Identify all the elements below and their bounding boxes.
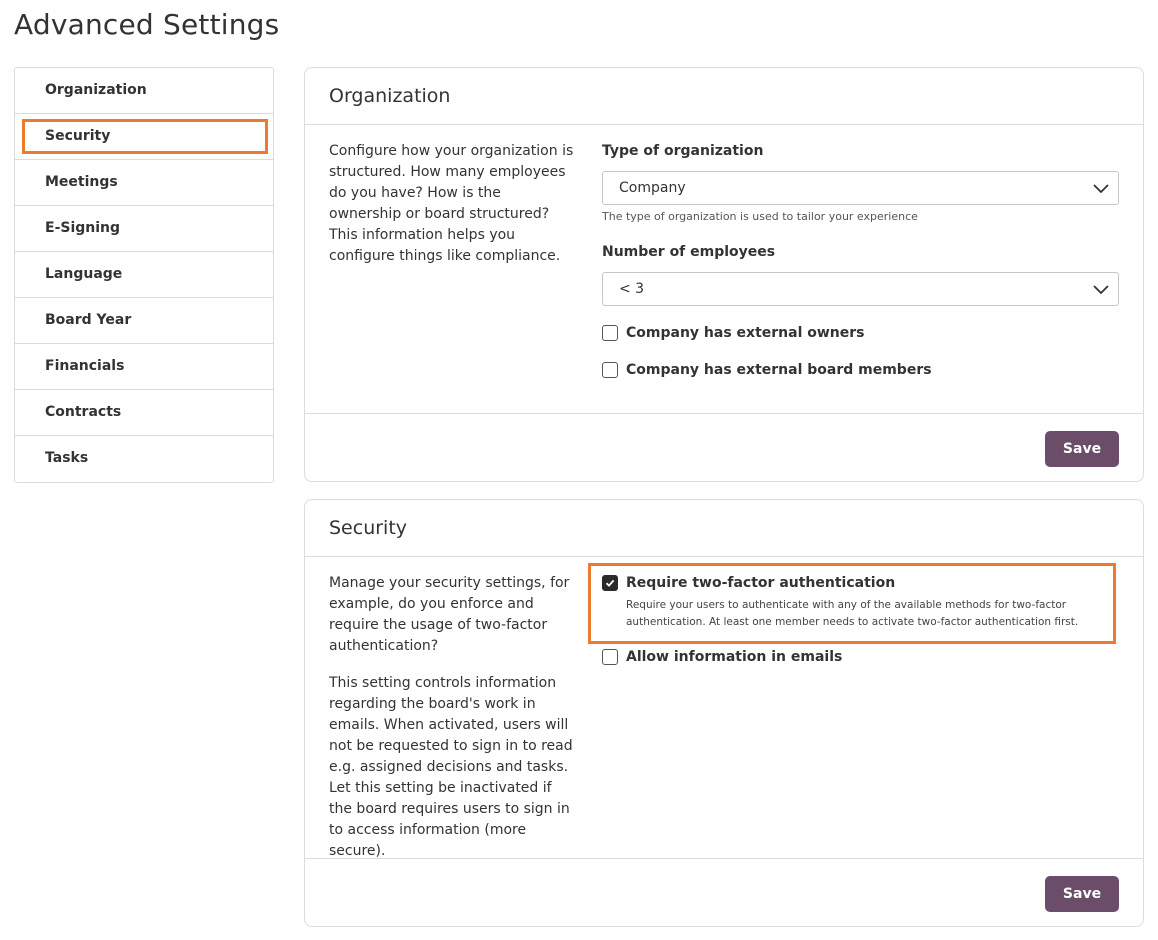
chevron-down-icon	[1092, 180, 1110, 196]
external-owners-label: Company has external owners	[626, 325, 865, 341]
sidebar-item-contracts[interactable]: Contracts	[15, 390, 273, 436]
checkmark-icon	[605, 578, 615, 588]
external-owners-checkbox[interactable]	[602, 325, 618, 341]
employees-select[interactable]	[602, 272, 1119, 306]
page-title: Advanced Settings	[14, 8, 280, 41]
sidebar-item-language[interactable]: Language	[15, 252, 273, 298]
email-info-label: Allow information in emails	[626, 649, 843, 665]
settings-sidebar	[14, 67, 274, 483]
tfa-checkbox[interactable]	[602, 575, 618, 591]
tfa-description: Require your users to authenticate with any of the available methods for two-factor authentication. At least one member needs to activate two-factor authentication first.	[626, 599, 1079, 628]
security-description-emails: This setting controls information regarding the board's work in emails. When activated, users will not be requested to sign in to read e.g. assigned decisions and tasks. Let this setting be inactivated if the board requires users to sign in to access information (more secure).	[329, 675, 573, 859]
chevron-down-icon	[1092, 281, 1110, 297]
sidebar-item-financials[interactable]: Financials	[15, 344, 273, 390]
organization-card-footer	[305, 413, 1143, 483]
sidebar-item-meetings[interactable]: Meetings	[15, 160, 273, 206]
security-description-2fa: Manage your security settings, for example, do you enforce and require the usage of two-factor authentication?	[329, 575, 570, 654]
security-save-button[interactable]: Save	[1045, 876, 1119, 912]
sidebar-item-tasks[interactable]: Tasks	[45, 450, 89, 466]
email-info-row[interactable]	[602, 647, 842, 667]
sidebar-item-organization[interactable]: Organization	[15, 68, 273, 114]
organization-card	[304, 67, 1144, 482]
security-card-footer	[305, 858, 1143, 928]
organization-card-body	[305, 125, 1143, 413]
organization-type-hint: The type of organization is used to tailor your experience	[602, 210, 918, 223]
external-board-label: Company has external board members	[626, 362, 932, 378]
sidebar-item-e-signing[interactable]: E-Signing	[15, 206, 273, 252]
security-card-title: Security	[305, 500, 1143, 557]
external-board-checkbox[interactable]	[602, 362, 618, 378]
employees-value: < 3	[619, 281, 645, 297]
tfa-label: Require two-factor authentication	[626, 575, 896, 591]
email-info-checkbox[interactable]	[602, 649, 618, 665]
external-board-row[interactable]	[602, 360, 932, 380]
organization-type-value: Company	[619, 180, 686, 196]
sidebar-item-board-year[interactable]: Board Year	[15, 298, 273, 344]
organization-type-select[interactable]	[602, 171, 1119, 205]
security-card	[304, 499, 1144, 927]
organization-save-button[interactable]: Save	[1045, 431, 1119, 467]
employees-label: Number of employees	[602, 244, 776, 260]
tfa-row[interactable]	[602, 573, 895, 593]
sidebar-item-security[interactable]: Security	[15, 114, 273, 160]
security-card-body	[305, 557, 1143, 858]
organization-description: Configure how your organization is structured. How many employees do you have? How is the ownership or board structured? This information helps you configure things like compliance.	[329, 143, 574, 264]
organization-type-label: Type of organization	[602, 143, 764, 159]
organization-card-title: Organization	[305, 68, 1143, 125]
external-owners-row[interactable]	[602, 323, 865, 343]
